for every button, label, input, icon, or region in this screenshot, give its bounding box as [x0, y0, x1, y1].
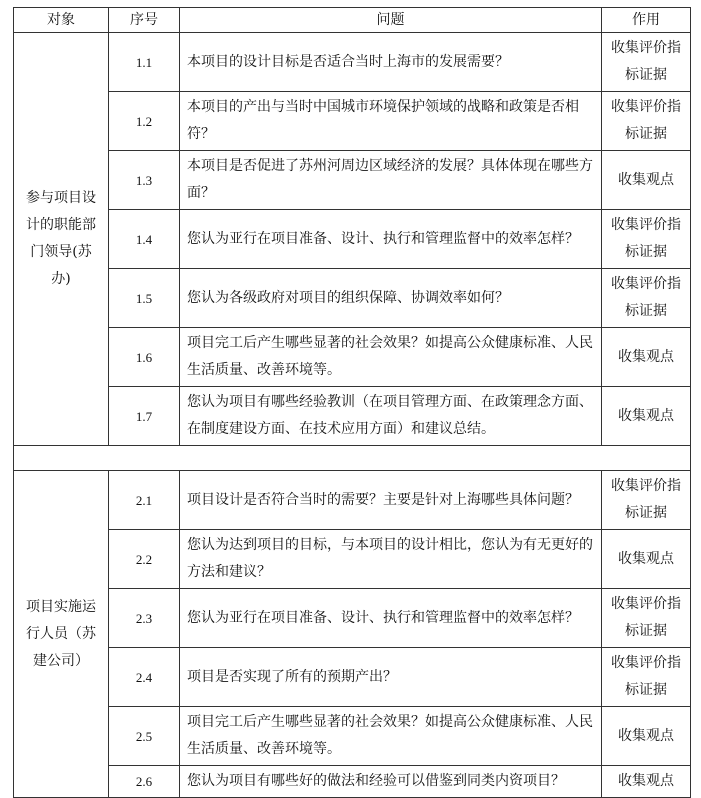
table-row [14, 269, 691, 328]
interview-question-table [13, 7, 691, 798]
header-target: 对象 [14, 8, 109, 33]
row-seq: 2.5 [109, 707, 180, 766]
table-row [14, 589, 691, 648]
spacer-row [14, 446, 691, 471]
row-seq: 1.4 [109, 210, 180, 269]
row-question: 项目完工后产生哪些显著的社会效果？如提高公众健康标准、人民生活质量、改善环境等。 [180, 328, 602, 387]
row-purpose: 收集评价指标证据 [602, 92, 691, 151]
spacer-cell [14, 446, 691, 471]
row-seq: 1.1 [109, 33, 180, 92]
row-purpose: 收集评价指标证据 [602, 210, 691, 269]
table-row [14, 387, 691, 446]
header-purpose: 作用 [602, 8, 691, 33]
table-row [14, 92, 691, 151]
row-purpose: 收集观点 [602, 328, 691, 387]
row-seq: 2.3 [109, 589, 180, 648]
table-row [14, 328, 691, 387]
row-question: 项目完工后产生哪些显著的社会效果？如提高公众健康标准、人民生活质量、改善环境等。 [180, 707, 602, 766]
table-row [14, 766, 691, 798]
row-question: 项目是否实现了所有的预期产出？ [180, 648, 602, 707]
row-question: 您认为亚行在项目准备、设计、执行和管理监督中的效率怎样？ [180, 210, 602, 269]
table-row [14, 707, 691, 766]
row-purpose: 收集观点 [602, 387, 691, 446]
row-purpose: 收集观点 [602, 530, 691, 589]
row-purpose: 收集评价指标证据 [602, 33, 691, 92]
row-seq: 1.6 [109, 328, 180, 387]
table-row [14, 151, 691, 210]
row-question: 本项目的设计目标是否适合当时上海市的发展需要？ [180, 33, 602, 92]
row-question: 本项目的产出与当时中国城市环境保护领域的战略和政策是否相符？ [180, 92, 602, 151]
group-target: 项目实施运行人员（苏建公司） [14, 471, 109, 798]
row-question: 您认为达到项目的目标，与本项目的设计相比，您认为有无更好的方法和建议？ [180, 530, 602, 589]
table-row [14, 210, 691, 269]
group-target: 参与项目设计的职能部门领导(苏办) [14, 33, 109, 446]
header-question: 问题 [180, 8, 602, 33]
row-question: 您认为项目有哪些经验教训（在项目管理方面、在政策理念方面、在制度建设方面、在技术应用方面）和建议总结。 [180, 387, 602, 446]
row-seq: 1.7 [109, 387, 180, 446]
header-seq: 序号 [109, 8, 180, 33]
row-question: 您认为亚行在项目准备、设计、执行和管理监督中的效率怎样？ [180, 589, 602, 648]
row-purpose: 收集评价指标证据 [602, 471, 691, 530]
row-seq: 1.5 [109, 269, 180, 328]
row-purpose: 收集观点 [602, 151, 691, 210]
row-purpose: 收集观点 [602, 766, 691, 798]
table-row [14, 33, 691, 92]
row-seq: 2.6 [109, 766, 180, 798]
row-seq: 1.2 [109, 92, 180, 151]
header-row [14, 8, 691, 33]
table-row [14, 648, 691, 707]
table-row [14, 530, 691, 589]
row-seq: 2.2 [109, 530, 180, 589]
row-question: 本项目是否促进了苏州河周边区域经济的发展？具体体现在哪些方面？ [180, 151, 602, 210]
row-purpose: 收集观点 [602, 707, 691, 766]
row-question: 项目设计是否符合当时的需要？主要是针对上海哪些具体问题？ [180, 471, 602, 530]
row-seq: 2.4 [109, 648, 180, 707]
row-seq: 2.1 [109, 471, 180, 530]
row-question: 您认为各级政府对项目的组织保障、协调效率如何？ [180, 269, 602, 328]
row-purpose: 收集评价指标证据 [602, 269, 691, 328]
row-seq: 1.3 [109, 151, 180, 210]
table-row [14, 471, 691, 530]
row-question: 您认为项目有哪些好的做法和经验可以借鉴到同类内资项目？ [180, 766, 602, 798]
row-purpose: 收集评价指标证据 [602, 648, 691, 707]
row-purpose: 收集评价指标证据 [602, 589, 691, 648]
